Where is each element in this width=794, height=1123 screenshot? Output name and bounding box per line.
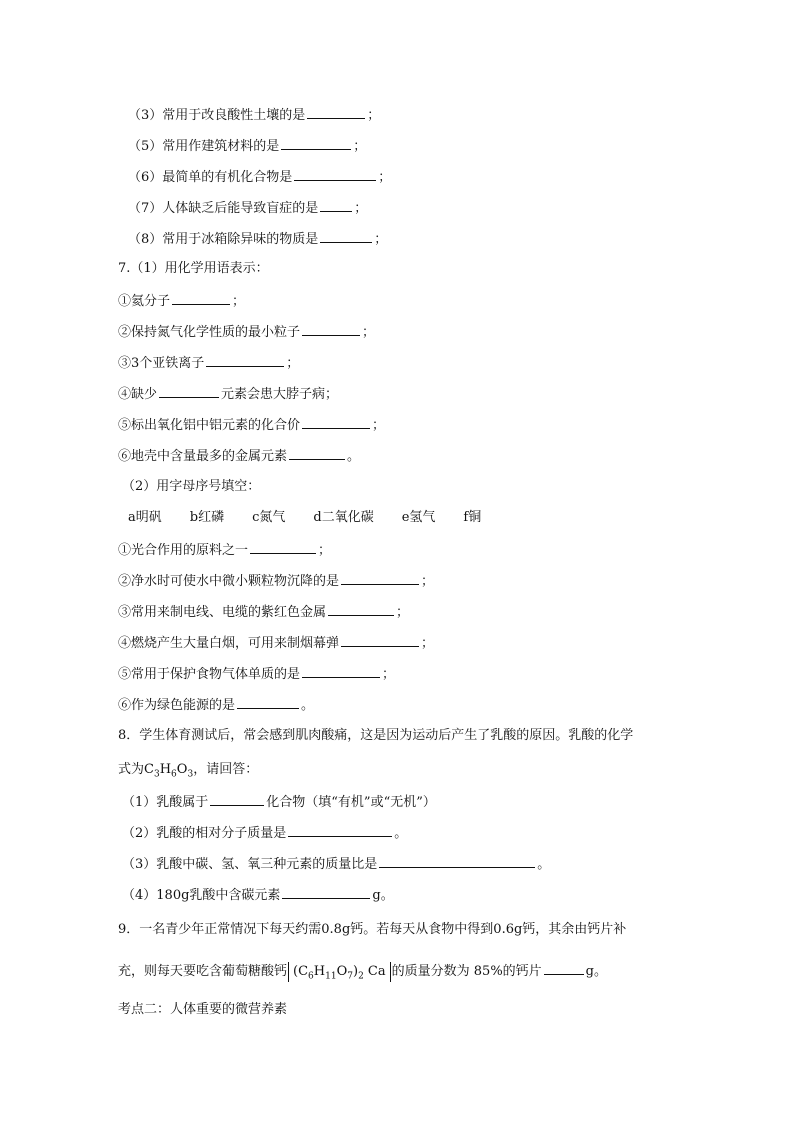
q7-part1-item: ①氦分子 ； — [118, 290, 245, 312]
q7-part2-item: ②净水时可使水中微小颗粒物沉降的是 ； — [118, 570, 434, 592]
answer-blank[interactable] — [302, 321, 360, 336]
q8-item: （4）180g乳酸中含碳元素 g。 — [122, 884, 394, 906]
q8-intro-1: 8．学生体育测试后，常会感到肌肉酸痛，这是因为运动后产生了乳酸的原因。乳酸的化学 — [118, 728, 634, 743]
answer-blank[interactable] — [282, 884, 370, 899]
q6-item: （6）最简单的有机化合物是 ； — [128, 166, 391, 188]
answer-blank[interactable] — [210, 791, 264, 806]
q7-part1-item: ③3个亚铁离子 ； — [118, 352, 299, 374]
answer-blank[interactable] — [288, 822, 392, 837]
q7-part1-item: ⑤标出氧化铝中铝元素的化合价 ； — [118, 414, 385, 436]
answer-blank[interactable] — [281, 135, 351, 150]
answer-blank[interactable] — [289, 445, 345, 460]
q7-part2-item: ⑤常用于保护食物气体单质的是 ； — [118, 663, 395, 685]
q7-part1-item: ⑥地壳中含量最多的金属元素 。 — [118, 445, 360, 467]
answer-blank[interactable] — [250, 539, 316, 554]
q7-options — [128, 508, 509, 528]
option-item: e氢气 — [401, 510, 436, 525]
answer-blank[interactable] — [159, 383, 219, 398]
q7-part2-item: ①光合作用的原料之一 ； — [118, 539, 331, 561]
q8-item: （2）乳酸的相对分子质量是 。 — [122, 822, 407, 844]
answer-blank[interactable] — [302, 414, 370, 429]
answer-blank[interactable] — [379, 853, 535, 868]
option-item: a明矾 — [128, 510, 162, 525]
answer-blank[interactable] — [302, 663, 380, 678]
section-title: 考点二：人体重要的微营养素 — [118, 1002, 288, 1017]
q7-part2-title: （2）用字母序号填空： — [122, 479, 261, 494]
q6-item: （8）常用于冰箱除异味的物质是 ； — [128, 228, 387, 250]
answer-blank[interactable] — [237, 694, 299, 709]
q7-part2-item: ④燃烧产生大量白烟，可用来制烟幕弹 ； — [118, 632, 434, 654]
option-item: b红磷 — [189, 510, 225, 525]
calcium-gluconate-formula: $(C_6H_{11}O_7)_2$ Ca — [288, 962, 391, 982]
answer-blank[interactable] — [320, 197, 352, 212]
option-item: d二氧化碳 — [313, 510, 374, 525]
answer-blank[interactable] — [307, 104, 365, 119]
answer-blank[interactable] — [341, 632, 419, 647]
answer-blank[interactable] — [320, 228, 372, 243]
q8-item: （1）乳酸属于 化合物（填“有机”或“无机”） — [122, 791, 436, 813]
q7-part2-item: ③常用来制电线、电缆的紫红色金属 ； — [118, 601, 409, 623]
q8-intro-2: 式为$C_3H_6O_3$，请回答： — [118, 762, 259, 780]
option-item: f铜 — [463, 510, 482, 525]
answer-blank[interactable] — [172, 290, 230, 305]
q7-part1-item: ②保持氮气化学性质的最小粒子 ； — [118, 321, 375, 343]
question-9-line-1: 9．一名青少年正常情况下每天约需0.8g钙。若每天从食物中得到0.6g钙，其余由钙片补 — [118, 922, 627, 937]
option-item: c氮气 — [252, 510, 286, 525]
answer-blank[interactable] — [341, 570, 419, 585]
q6-item: （7）人体缺乏后能导致盲症的是 ； — [128, 197, 367, 219]
question-9-line-2: 充，则每天要吃含葡萄糖酸钙 $(C_6H_{11}O_7)_2$ Ca 的质量分数为 85%的钙片 g。 — [118, 960, 607, 982]
answer-blank[interactable] — [294, 166, 376, 181]
q7-part2-item: ⑥作为绿色能源的是 。 — [118, 694, 314, 716]
q6-item: （5）常用作建筑材料的是 ； — [128, 135, 366, 157]
q8-item: （3）乳酸中碳、氢、氧三种元素的质量比是 。 — [122, 853, 550, 875]
q7-part1-item: ④缺少 元素会患大脖子病； — [118, 383, 338, 405]
q7-title: 7.（1）用化学用语表示： — [118, 261, 269, 276]
lactic-acid-formula: $C_3H_6O_3$ — [144, 762, 194, 780]
answer-blank[interactable] — [206, 352, 284, 367]
q6-item: （3）常用于改良酸性土壤的是 ； — [128, 104, 380, 126]
answer-blank[interactable] — [328, 601, 394, 616]
answer-blank[interactable] — [544, 960, 584, 975]
